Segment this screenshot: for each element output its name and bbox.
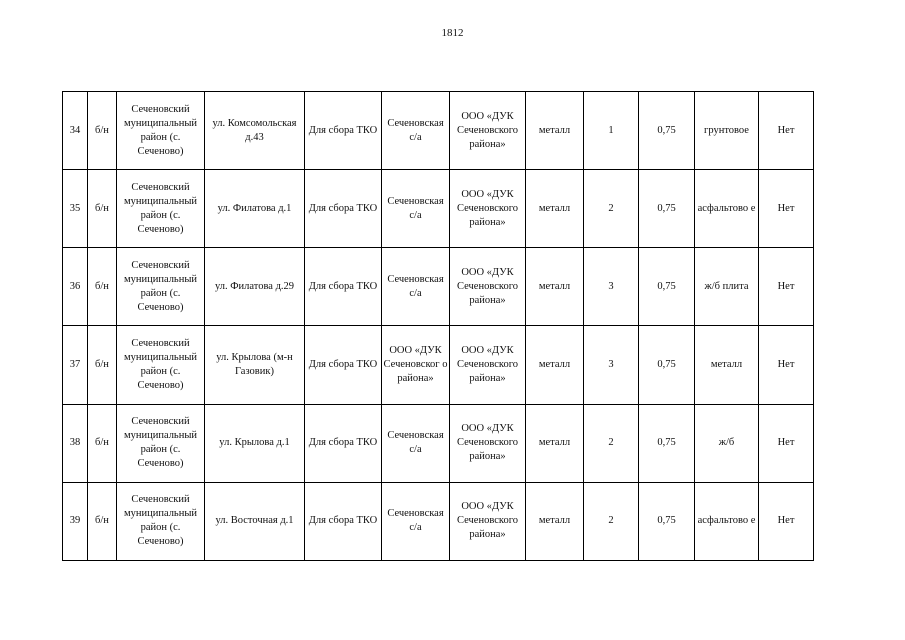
- page-number: 1812: [441, 27, 464, 39]
- purpose-cell: Для сбора ТКО: [305, 482, 382, 560]
- table-row: [63, 170, 814, 248]
- shelter-cell: Нет: [759, 482, 814, 560]
- container-material-cell: металл: [526, 326, 584, 404]
- table-row: [63, 404, 814, 482]
- owner-cell: Сеченовская с/а: [382, 404, 450, 482]
- owner-cell: Сеченовская с/а: [382, 92, 450, 170]
- operator-cell: ООО «ДУК Сеченовского района»: [450, 326, 526, 404]
- container-count-cell: 2: [584, 404, 639, 482]
- registry-id-cell: б/н: [88, 170, 117, 248]
- registry-id-cell: б/н: [88, 248, 117, 326]
- surface-type-cell: ж/б плита: [695, 248, 759, 326]
- purpose-cell: Для сбора ТКО: [305, 404, 382, 482]
- table-row: [63, 92, 814, 170]
- container-volume-cell: 0,75: [639, 404, 695, 482]
- shelter-cell: Нет: [759, 92, 814, 170]
- shelter-cell: Нет: [759, 326, 814, 404]
- district-cell: Сеченовский муниципальный район (с. Сеченово): [117, 170, 205, 248]
- waste-sites-table: [62, 91, 814, 561]
- district-cell: Сеченовский муниципальный район (с. Сеченово): [117, 248, 205, 326]
- container-count-cell: 2: [584, 482, 639, 560]
- registry-id-cell: б/н: [88, 404, 117, 482]
- address-cell: ул. Восточная д.1: [205, 482, 305, 560]
- address-cell: ул. Филатова д.1: [205, 170, 305, 248]
- purpose-cell: Для сбора ТКО: [305, 248, 382, 326]
- container-count-cell: 2: [584, 170, 639, 248]
- surface-type-cell: асфальтово е: [695, 482, 759, 560]
- surface-type-cell: металл: [695, 326, 759, 404]
- container-count-cell: 3: [584, 248, 639, 326]
- owner-cell: Сеченовская с/а: [382, 482, 450, 560]
- district-cell: Сеченовский муниципальный район (с. Сеченово): [117, 482, 205, 560]
- district-cell: Сеченовский муниципальный район (с. Сеченово): [117, 404, 205, 482]
- shelter-cell: Нет: [759, 404, 814, 482]
- address-cell: ул. Крылова д.1: [205, 404, 305, 482]
- container-volume-cell: 0,75: [639, 92, 695, 170]
- table-row: [63, 482, 814, 560]
- operator-cell: ООО «ДУК Сеченовского района»: [450, 92, 526, 170]
- district-cell: Сеченовский муниципальный район (с. Сеченово): [117, 326, 205, 404]
- operator-cell: ООО «ДУК Сеченовского района»: [450, 248, 526, 326]
- owner-cell: Сеченовская с/а: [382, 248, 450, 326]
- row-number-cell: 34: [63, 92, 88, 170]
- row-number-cell: 35: [63, 170, 88, 248]
- container-volume-cell: 0,75: [639, 326, 695, 404]
- purpose-cell: Для сбора ТКО: [305, 326, 382, 404]
- address-cell: ул. Филатова д.29: [205, 248, 305, 326]
- operator-cell: ООО «ДУК Сеченовского района»: [450, 482, 526, 560]
- surface-type-cell: асфальтово е: [695, 170, 759, 248]
- container-material-cell: металл: [526, 92, 584, 170]
- address-cell: ул. Комсомольская д.43: [205, 92, 305, 170]
- operator-cell: ООО «ДУК Сеченовского района»: [450, 170, 526, 248]
- container-material-cell: металл: [526, 404, 584, 482]
- container-material-cell: металл: [526, 482, 584, 560]
- owner-cell: ООО «ДУК Сеченовског о района»: [382, 326, 450, 404]
- container-count-cell: 3: [584, 326, 639, 404]
- shelter-cell: Нет: [759, 170, 814, 248]
- row-number-cell: 38: [63, 404, 88, 482]
- container-material-cell: металл: [526, 248, 584, 326]
- address-cell: ул. Крылова (м-н Газовик): [205, 326, 305, 404]
- container-material-cell: металл: [526, 170, 584, 248]
- row-number-cell: 37: [63, 326, 88, 404]
- owner-cell: Сеченовская с/а: [382, 170, 450, 248]
- container-volume-cell: 0,75: [639, 482, 695, 560]
- container-count-cell: 1: [584, 92, 639, 170]
- district-cell: Сеченовский муниципальный район (с. Сеченово): [117, 92, 205, 170]
- container-volume-cell: 0,75: [639, 248, 695, 326]
- operator-cell: ООО «ДУК Сеченовского района»: [450, 404, 526, 482]
- row-number-cell: 39: [63, 482, 88, 560]
- purpose-cell: Для сбора ТКО: [305, 92, 382, 170]
- purpose-cell: Для сбора ТКО: [305, 170, 382, 248]
- registry-id-cell: б/н: [88, 326, 117, 404]
- table-row: [63, 326, 814, 404]
- surface-type-cell: грунтовое: [695, 92, 759, 170]
- container-volume-cell: 0,75: [639, 170, 695, 248]
- table-body: [63, 92, 814, 561]
- registry-id-cell: б/н: [88, 482, 117, 560]
- table-row: [63, 248, 814, 326]
- surface-type-cell: ж/б: [695, 404, 759, 482]
- registry-id-cell: б/н: [88, 92, 117, 170]
- shelter-cell: Нет: [759, 248, 814, 326]
- row-number-cell: 36: [63, 248, 88, 326]
